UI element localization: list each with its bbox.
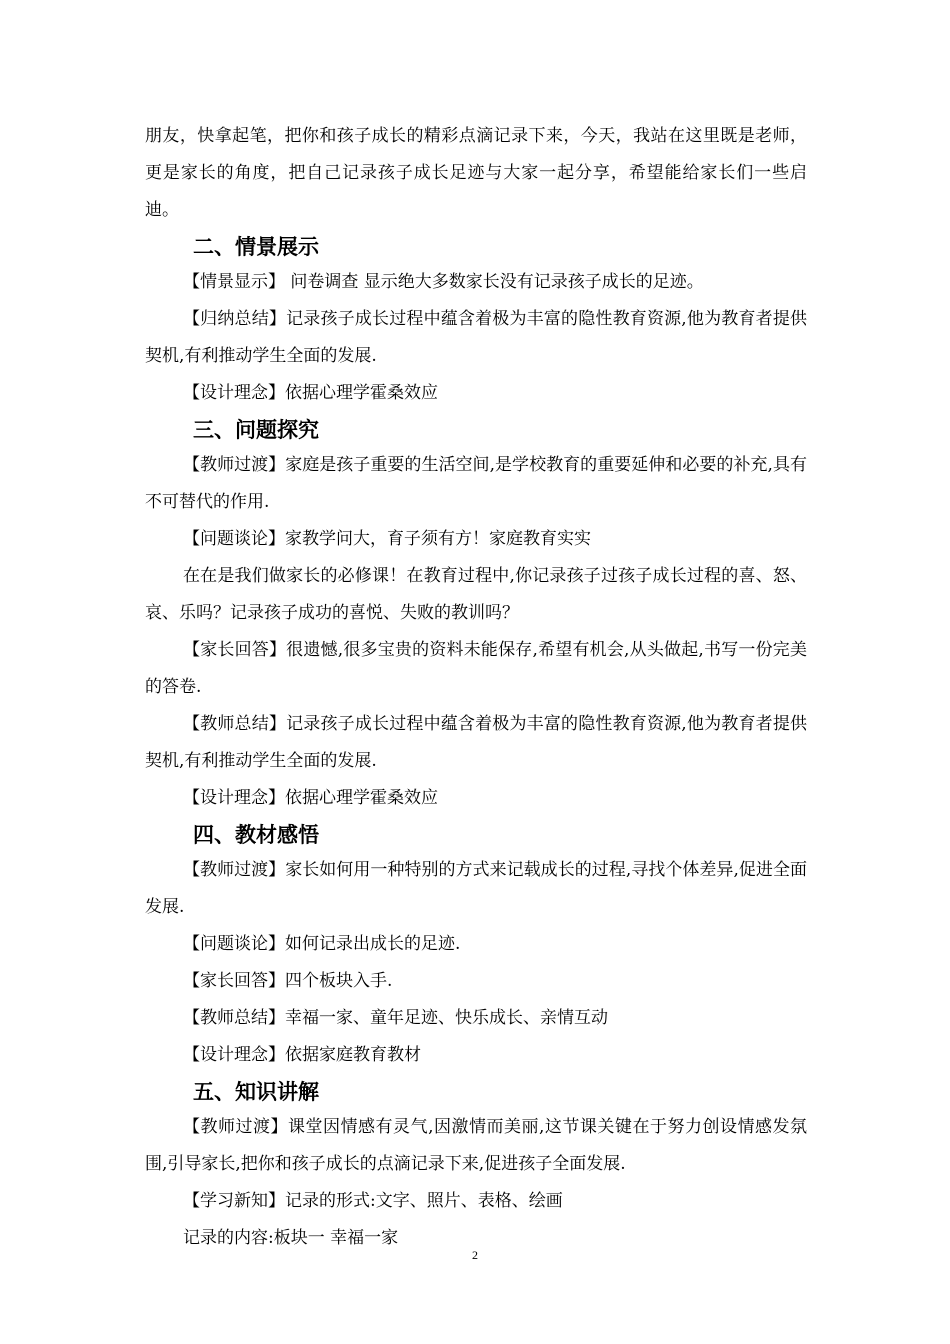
section-heading: 二、情景展示 bbox=[193, 235, 319, 259]
paragraph: 【教师总结】幸福一家、童年足迹、快乐成长、亲情互动 bbox=[183, 1008, 608, 1028]
paragraph: 记录的内容:板块一 幸福一家 bbox=[183, 1228, 399, 1248]
paragraph: 【家长回答】很遗憾,很多宝贵的资料未能保存,希望有机会,从头做起,书写一份完美的答卷. bbox=[145, 640, 807, 697]
paragraph: 在在是我们做家长的必修课！在教育过程中,你记录孩子过孩子成长过程的喜、怒、哀、乐吗？记录孩子成功的喜悦、失败的教训吗？ bbox=[145, 566, 807, 623]
paragraph: 【问题谈论】如何记录出成长的足迹. bbox=[183, 934, 461, 954]
section-materials bbox=[145, 818, 807, 1074]
paragraph: 【教师总结】记录孩子成长过程中蕴含着极为丰富的隐性教育资源,他为教育者提供契机,有利推动学生全面的发展. bbox=[145, 714, 807, 771]
page-number: 2 bbox=[472, 1248, 478, 1262]
intro-paragraph: 朋友，快拿起笔，把你和孩子成长的精彩点滴记录下来，今天，我站在这里既是老师，更是家长的角度，把自己记录孩子成长足迹与大家一起分享，希望能给家长们一些启迪。 bbox=[145, 126, 807, 220]
paragraph: 【情景显示】 问卷调查 显示绝大多数家长没有记录孩子成长的足迹。 bbox=[183, 272, 704, 292]
paragraph: 【教师过渡】课堂因情感有灵气,因激情而美丽,这节课关键在于努力创设情感发氛围,引导家长,把你和孩子成长的点滴记录下来,促进孩子全面发展. bbox=[145, 1117, 807, 1174]
paragraph: 【教师过渡】家庭是孩子重要的生活空间,是学校教育的重要延伸和必要的补充,具有不可替代的作用. bbox=[145, 455, 807, 512]
paragraph: 【设计理念】依据心理学霍桑效应 bbox=[183, 383, 438, 403]
paragraph: 【归纳总结】记录孩子成长过程中蕴含着极为丰富的隐性教育资源,他为教育者提供契机,有利推动学生全面的发展. bbox=[145, 309, 807, 366]
section-inquiry bbox=[145, 413, 807, 817]
section-knowledge bbox=[145, 1075, 807, 1257]
section-heading: 四、教材感悟 bbox=[193, 823, 319, 847]
section-heading: 三、问题探究 bbox=[193, 418, 319, 442]
paragraph: 【问题谈论】家教学问大，育子须有方！家庭教育实实 bbox=[183, 529, 591, 549]
paragraph: 【教师过渡】家长如何用一种特别的方式来记载成长的过程,寻找个体差异,促进全面发展. bbox=[145, 860, 807, 917]
paragraph: 【家长回答】四个板块入手. bbox=[183, 971, 393, 991]
paragraph: 【设计理念】依据心理学霍桑效应 bbox=[183, 788, 438, 808]
section-scenario bbox=[145, 230, 807, 412]
paragraph: 【设计理念】依据家庭教育教材 bbox=[183, 1045, 421, 1065]
section-heading: 五、知识讲解 bbox=[193, 1080, 319, 1104]
document-page bbox=[145, 118, 807, 1257]
paragraph: 【学习新知】记录的形式:文字、照片、表格、绘画 bbox=[183, 1191, 563, 1211]
